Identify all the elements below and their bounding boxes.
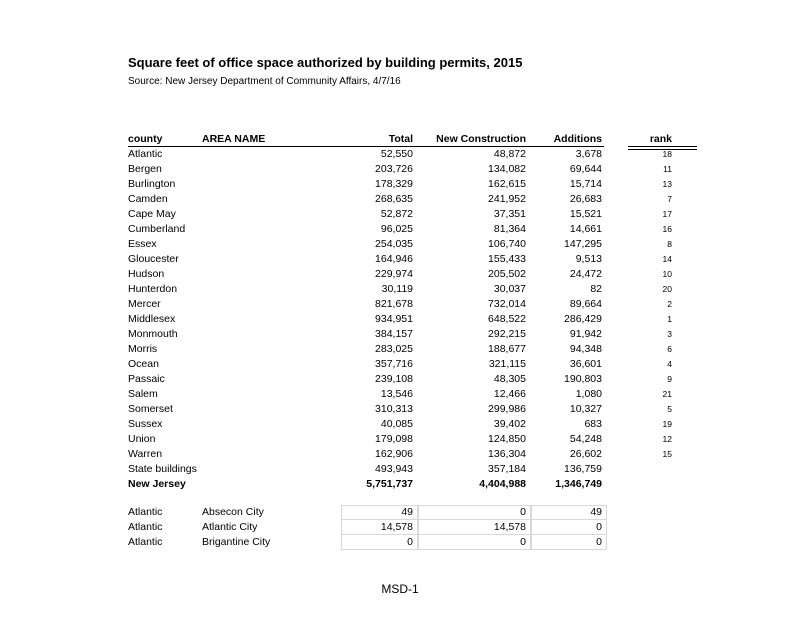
city-total-cell: 49 <box>401 506 413 518</box>
header-new-construction: New Construction <box>436 133 526 145</box>
additions-cell: 9,513 <box>575 253 602 265</box>
rank-cell: 12 <box>662 434 672 444</box>
rank-cell: 8 <box>667 239 672 249</box>
table-header-row <box>128 132 703 147</box>
new-construction-cell: 299,986 <box>488 403 526 415</box>
county-cell: Gloucester <box>128 253 179 265</box>
additions-cell: 69,644 <box>569 163 602 175</box>
rank-cell: 5 <box>667 404 672 414</box>
additions-cell: 36,601 <box>569 358 602 370</box>
table-row <box>128 327 703 342</box>
county-cell: Burlington <box>128 178 176 190</box>
table-row <box>128 267 703 282</box>
additions-cell: 54,248 <box>569 433 602 445</box>
county-cell: Cape May <box>128 208 176 220</box>
additions-cell: 147,295 <box>564 238 602 250</box>
total-cell: 384,157 <box>375 328 413 340</box>
rank-cell: 14 <box>662 254 672 264</box>
new-construction-cell: 241,952 <box>488 193 526 205</box>
county-rows <box>128 147 703 492</box>
new-construction-cell: 155,433 <box>488 253 526 265</box>
header-county: county <box>128 133 163 145</box>
additions-cell: 94,348 <box>569 343 602 355</box>
new-construction-cell: 205,502 <box>488 268 526 280</box>
report-title: Square feet of office space authorized by building permits, 2015 <box>128 55 523 70</box>
additions-cell: 1,080 <box>575 388 602 400</box>
new-construction-cell: 106,740 <box>488 238 526 250</box>
new-construction-cell: 732,014 <box>488 298 526 310</box>
county-cell: Camden <box>128 193 168 205</box>
county-cell: Middlesex <box>128 313 176 325</box>
city-area-name-cell: Brigantine City <box>202 536 271 548</box>
total-cell: 493,943 <box>375 463 413 475</box>
table-row <box>128 402 703 417</box>
county-cell: Ocean <box>128 358 159 370</box>
county-cell: Warren <box>128 448 163 460</box>
total-cell: 52,550 <box>380 148 413 160</box>
additions-cell: 286,429 <box>564 313 602 325</box>
new-construction-cell: 48,872 <box>493 148 526 160</box>
new-construction-cell: 81,364 <box>493 223 526 235</box>
additions-cell: 15,714 <box>569 178 602 190</box>
city-rows <box>128 505 608 550</box>
county-cell: Cumberland <box>128 223 186 235</box>
additions-cell: 26,683 <box>569 193 602 205</box>
total-cell: 179,098 <box>375 433 413 445</box>
table-row <box>128 387 703 402</box>
new-construction-cell: 188,677 <box>488 343 526 355</box>
total-cell: 268,635 <box>375 193 413 205</box>
county-cell: State buildings <box>128 463 197 475</box>
additions-cell: 91,942 <box>569 328 602 340</box>
table-row <box>128 312 703 327</box>
table-row <box>128 222 703 237</box>
city-table <box>128 505 608 550</box>
city-new-construction-cell: 0 <box>520 536 526 548</box>
new-construction-cell: 39,402 <box>493 418 526 430</box>
county-cell: Bergen <box>128 163 162 175</box>
total-cell: 310,313 <box>375 403 413 415</box>
total-cell: 254,035 <box>375 238 413 250</box>
additions-cell: 190,803 <box>564 373 602 385</box>
additions-cell: 683 <box>584 418 602 430</box>
rank-cell: 21 <box>662 389 672 399</box>
header-area-name: AREA NAME <box>202 133 266 145</box>
new-construction-cell: 48,305 <box>493 373 526 385</box>
additions-cell: 136,759 <box>564 463 602 475</box>
city-total-cell: 14,578 <box>380 521 413 533</box>
county-cell: Union <box>128 433 156 445</box>
total-cell: 178,329 <box>375 178 413 190</box>
table-row <box>128 432 703 447</box>
total-cell: 229,974 <box>375 268 413 280</box>
city-new-construction-cell: 14,578 <box>493 521 526 533</box>
new-construction-cell: 162,615 <box>488 178 526 190</box>
rank-cell: 1 <box>667 314 672 324</box>
city-county-cell: Atlantic <box>128 506 163 518</box>
rank-cell: 16 <box>662 224 672 234</box>
county-cell: Essex <box>128 238 157 250</box>
table-row <box>128 147 703 162</box>
total-cell: 239,108 <box>375 373 413 385</box>
header-total: Total <box>388 133 413 145</box>
additions-cell: 14,661 <box>569 223 602 235</box>
table-row <box>128 462 703 477</box>
additions-cell: 82 <box>590 283 602 295</box>
new-construction-cell: 12,466 <box>493 388 526 400</box>
county-cell: Monmouth <box>128 328 178 340</box>
county-cell: Passaic <box>128 373 165 385</box>
table-row <box>128 192 703 207</box>
total-cell: 164,946 <box>375 253 413 265</box>
table-row <box>128 162 703 177</box>
table-row <box>128 372 703 387</box>
county-cell: Hudson <box>128 268 165 280</box>
total-cell: 30,119 <box>381 283 413 295</box>
county-cell: Somerset <box>128 403 173 415</box>
city-row <box>128 520 608 535</box>
new-construction-cell: 136,304 <box>488 448 526 460</box>
city-total-cell: 0 <box>407 536 413 548</box>
rank-cell: 7 <box>667 194 672 204</box>
total-cell: 934,951 <box>375 313 413 325</box>
additions-cell: 3,678 <box>575 148 602 160</box>
total-cell: 96,025 <box>380 223 413 235</box>
rank-cell: 19 <box>662 419 672 429</box>
city-county-cell: Atlantic <box>128 536 163 548</box>
additions-cell: 24,472 <box>569 268 602 280</box>
rank-cell: 4 <box>667 359 672 369</box>
city-row <box>128 535 608 550</box>
table-row <box>128 357 703 372</box>
rank-cell: 3 <box>667 329 672 339</box>
table-row <box>128 207 703 222</box>
additions-cell: 26,602 <box>569 448 602 460</box>
table-row <box>128 282 703 297</box>
table-row <box>128 297 703 312</box>
county-cell: Mercer <box>128 298 161 310</box>
additions-cell: 89,664 <box>569 298 602 310</box>
header-rank: rank <box>649 133 672 145</box>
table-row <box>128 447 703 462</box>
table-row <box>128 237 703 252</box>
rank-cell: 13 <box>662 179 672 189</box>
county-cell: Salem <box>128 388 158 400</box>
city-additions-cell: 0 <box>596 521 602 533</box>
county-cell: Sussex <box>128 418 163 430</box>
total-cell: 283,025 <box>375 343 413 355</box>
table-row <box>128 342 703 357</box>
total-cell: 52,872 <box>380 208 413 220</box>
county-cell: Atlantic <box>128 148 163 160</box>
new-construction-cell: 37,351 <box>493 208 526 220</box>
total-cell: 162,906 <box>375 448 413 460</box>
rank-cell: 15 <box>662 449 672 459</box>
total-cell: 203,726 <box>375 163 413 175</box>
county-table <box>128 132 703 492</box>
city-additions-cell: 49 <box>590 506 602 518</box>
new-construction-cell: 134,082 <box>488 163 526 175</box>
city-row <box>128 505 608 520</box>
rank-cell: 6 <box>667 344 672 354</box>
city-new-construction-cell: 0 <box>520 506 526 518</box>
state-total-new-construction: 4,404,988 <box>479 478 526 490</box>
total-cell: 821,678 <box>375 298 413 310</box>
new-construction-cell: 321,115 <box>488 358 526 370</box>
total-cell: 40,085 <box>380 418 413 430</box>
table-row <box>128 252 703 267</box>
new-construction-cell: 648,522 <box>488 313 526 325</box>
rank-cell: 10 <box>662 269 672 279</box>
total-cell: 357,716 <box>375 358 413 370</box>
new-construction-cell: 30,037 <box>493 283 526 295</box>
page-footer: MSD-1 <box>381 582 419 596</box>
total-cell: 13,546 <box>380 388 413 400</box>
state-total-additions: 1,346,749 <box>555 478 602 490</box>
table-row <box>128 417 703 432</box>
new-construction-cell: 124,850 <box>488 433 526 445</box>
report-source: Source: New Jersey Department of Community Affairs, 4/7/16 <box>128 76 401 87</box>
table-row <box>128 177 703 192</box>
county-cell: Hunterdon <box>128 283 178 295</box>
county-cell: Morris <box>128 343 158 355</box>
new-construction-cell: 357,184 <box>488 463 526 475</box>
rank-cell: 17 <box>662 209 672 219</box>
additions-cell: 15,521 <box>569 208 602 220</box>
city-area-name-cell: Absecon City <box>202 506 264 518</box>
header-additions: Additions <box>553 133 602 145</box>
city-additions-cell: 0 <box>596 536 602 548</box>
state-total-label: New Jersey <box>128 478 186 490</box>
city-county-cell: Atlantic <box>128 521 163 533</box>
city-area-name-cell: Atlantic City <box>202 521 258 533</box>
new-construction-cell: 292,215 <box>488 328 526 340</box>
rank-cell: 18 <box>662 149 672 159</box>
rank-cell: 20 <box>662 284 672 294</box>
rank-cell: 9 <box>667 374 672 384</box>
state-total-total: 5,751,737 <box>366 478 413 490</box>
additions-cell: 10,327 <box>569 403 602 415</box>
state-total-row <box>128 477 703 492</box>
rank-cell: 2 <box>667 299 672 309</box>
rank-cell: 11 <box>663 164 672 174</box>
